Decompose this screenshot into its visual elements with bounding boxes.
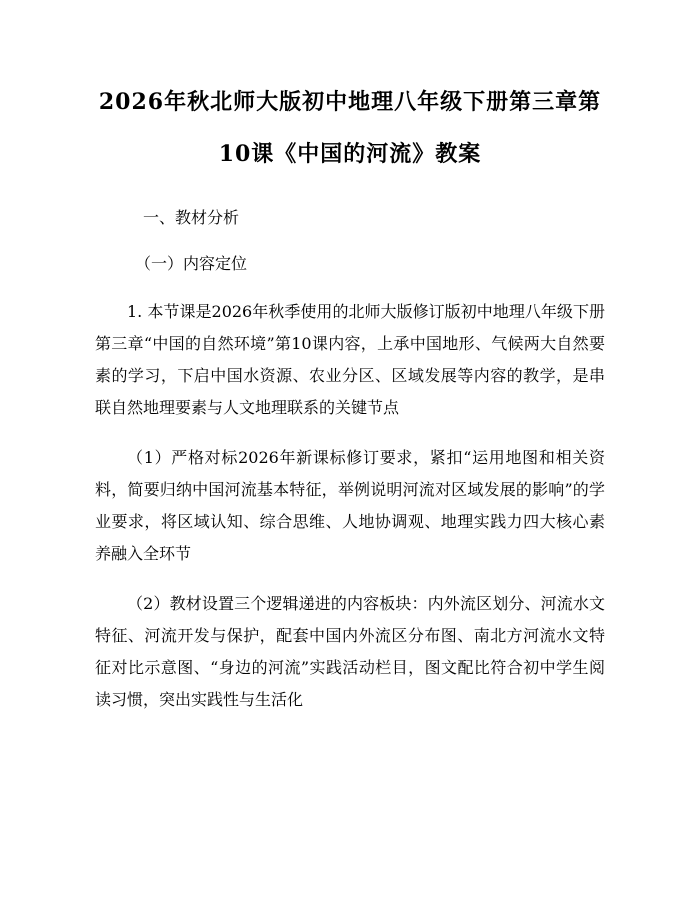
paragraph-content-positioning: 1. 本节课是2026年秋季使用的北师大版修订版初中地理八年级下册第三章“中国的自然环境”第10课内容，上承中国地形、气候两大自然要素的学习，下启中国水资源、农业分区、区域发展等内容的教学，是串联自然地理要素与人文地理联系的关键节点 xyxy=(95,302,605,417)
paragraph-curriculum-standard: （1）严格对标2026年新课标修订要求，紧扣“运用地图和相关资料，简要归纳中国河流基本特征，举例说明河流对区域发展的影响”的学业要求，将区域认知、综合思维、人地协调观、地理实践力四大核心素养融入全环节 xyxy=(95,448,605,563)
subsection-heading: （一）内容定位 xyxy=(135,254,248,273)
paragraph-textbook-structure: （2）教材设置三个逻辑递进的内容板块：内外流区划分、河流水文特征、河流开发与保护，配套中国内外流区分布图、南北方河流水文特征对比示意图、“身边的河流”实践活动栏目，图文配比符合初中学生阅读习惯，突出实践性与生活化 xyxy=(95,594,605,709)
document-title: 2026年秋北师大版初中地理八年级下册第三章第10课《中国的河流》教案 xyxy=(98,89,602,167)
section-heading: 一、教材分析 xyxy=(143,208,240,227)
